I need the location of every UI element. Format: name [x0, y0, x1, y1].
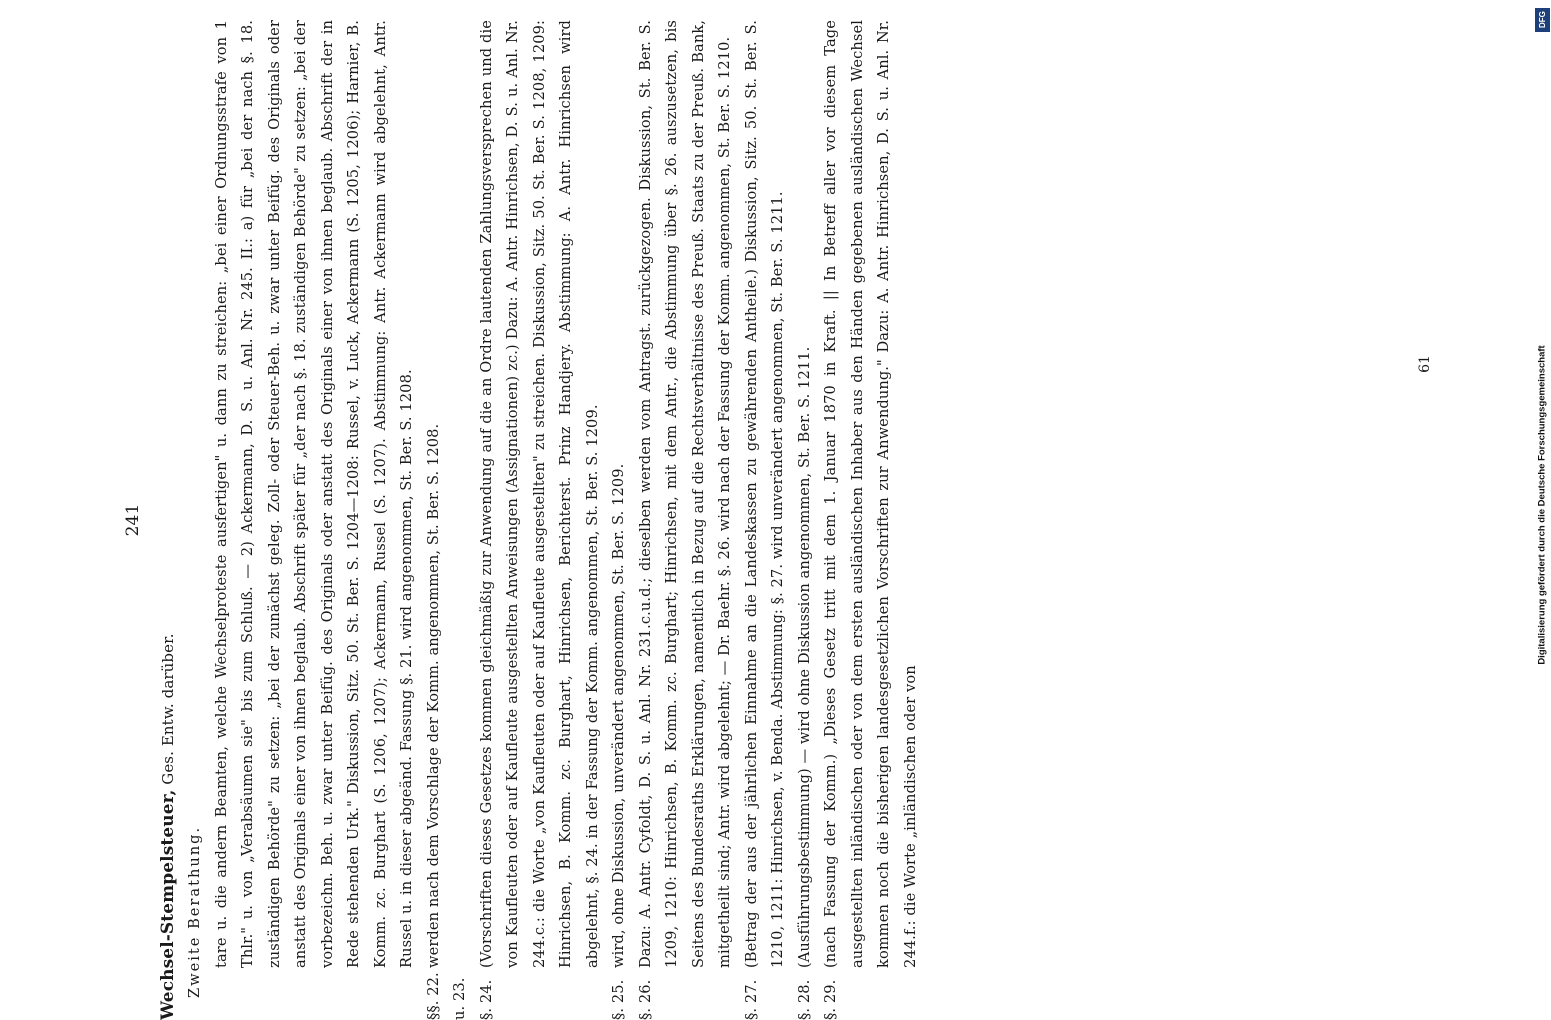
heading-title: Wechsel-Stempelsteuer, — [157, 789, 178, 1020]
entry-number: §. 24. — [477, 979, 495, 1020]
signature-number: 61 — [1416, 355, 1433, 373]
entry-text: werden nach dem Vorschlage der Komm. angenommen, St. Ber. S. 1208. — [424, 423, 442, 968]
entry-text: (Ausführungsbestimmung) — wird ohne Diskussion angenommen, St. Ber. S. 1211. — [795, 346, 813, 968]
rotated-text-block — [120, 20, 1460, 1020]
entry-26 — [633, 20, 739, 1020]
entry-29 — [818, 20, 924, 1020]
entry-text: (Betrag der aus der jährlichen Einnahme an die Landeskassen zu gewährenden Antheile.) Diskussion, Sitz. 50. St. Ber. S. 1210, 1211: Hinrichsen, v. Benda. Abstimmung: §. 27. wird unverändert angenommen, St. Ber. S. 1211. — [742, 20, 786, 968]
entry-25 — [606, 20, 633, 1020]
entry-number: §. 26. — [636, 979, 654, 1020]
intro-paragraph: tare u. die andern Beamten, welche Wechselproteste ausfertigen" u. dann zu streichen: „bei einer Ordnungsstrafe von 1 Thlr." u. von „Verabsäumen sie" bis zum Schluß. — 2) Ackermann, D. S. u. Anl. Nr. 245. II.: a) für „bei der nach §. 18. zuständigen Behörde" zu setzen: „bei der zunächst geleg. Zoll- oder Steuer-Beh. u. zwar unter Beifüg. des Originals oder anstatt des Originals einer von ihnen beglaub. Abschrift später für „der nach §. 18. zuständigen Behörde" zu setzen: „bei der vorbezeichn. Beh. u. zwar unter Beifüg. des Originals oder anstatt des Originals einer von ihnen beglaub. Abschrift der in Rede stehenden Urk." Diskussion, Sitz. 50. St. Ber. S. 1204—1208: Russel, v. Luck, Ackermann (S. 1205, 1206); Harnier, B. Komm. zc. Burghart (S. 1206, 1207); Ackermann, Russel (S. 1207). Abstimmung: Antr. Ackermann wird abgelehnt, Antr. Russel u. in dieser abgeänd. Fassung §. 21. wird angenommen, St. Ber. S. 1208. — [212, 20, 415, 968]
entry-22-23 — [421, 20, 474, 1020]
page-number: 241 — [123, 503, 143, 537]
entry-text: (Vorschriften dieses Gesetzes kommen gleichmäßig zur Anwendung auf die an Ordre lautenden Zahlungsversprechen und die von Kaufleuten oder auf Kaufleute ausgestellten Anweisungen (Assignationen) zc.) Dazu: A. Antr. Hinrichsen, D. S. u. Anl. Nr. 244.c.: die Worte „von Kaufleuten oder auf Kaufleute ausgestellten" zu streichen. Diskussion, Sitz. 50. St. Ber. S. 1208, 1209: Hinrichsen, B. Komm. zc. Burghart, Hinrichsen, Berichterst. Prinz Handjery. Abstimmung: A. Antr. Hinrichsen wird abgelehnt, §. 24. in der Fassung der Komm. angenommen, St. Ber. S. 1209. — [477, 20, 601, 968]
entry-number: §. 28. — [795, 979, 813, 1020]
entry-27 — [739, 20, 792, 1020]
entry-number: §. 27. — [742, 979, 760, 1020]
entry-text: wird, ohne Diskussion, unverändert angenommen, St. Ber. S. 1209. — [610, 463, 627, 968]
entry-text: (nach Fassung der Komm.) „Dieses Gesetz tritt mit dem 1. Januar 1870 in Kraft. || In Betreff aller vor diesem Tage ausgestellten inländischen oder von dem ersten ausländischen Inhaber aus den Händen gegebenen ausländischen Wechsel kommen noch die bisherigen landesgesetzlichen Vorschriften zur Anwendung." Dazu: A. Antr. Hinrichsen, D. S. u. Anl. Nr. 244.f.: die Worte „inländischen oder von — [822, 20, 919, 968]
dfg-logo: DFG — [1535, 8, 1550, 32]
entry-24 — [474, 20, 607, 1020]
funding-note: Digitalisierung gefördert durch die Deutsche Forschungsgemeinschaft — [1536, 345, 1548, 665]
entry-28 — [792, 20, 819, 1020]
entry-number: §. 29. — [822, 979, 839, 1020]
entry-number: §§. 22. u. 23. — [424, 972, 468, 1020]
section-heading — [155, 20, 183, 1020]
heading-rest: Ges. Entw. darüber. — [158, 633, 177, 785]
subheading: Zweite Berathung. — [186, 825, 203, 998]
entry-number: §. 25. — [610, 979, 627, 1020]
entry-text: Dazu: A. Antr. Cyfoldt, D. S. u. Anl. Nr. 231.c.u.d.; dieselben werden vom Antragst. zurückgezogen. Diskussion, St. Ber. S. 1209, 1210: Hinrichsen, B. Komm. zc. Burghart; Hinrichsen, mit dem Antr., die Abstimmung über §. 26. auszusetzen, bis Seitens des Bundesraths Erklärungen, namentlich in Bezug auf die Rechtsverhältnisse des Preuß. Staats zu der Preuß. Bank, mitgetheilt sind; Antr. wird abgelehnt; — Dr. Baehr. §. 26. wird nach der Fassung der Komm. angenommen, St. Ber. S. 1210. — [636, 20, 733, 968]
